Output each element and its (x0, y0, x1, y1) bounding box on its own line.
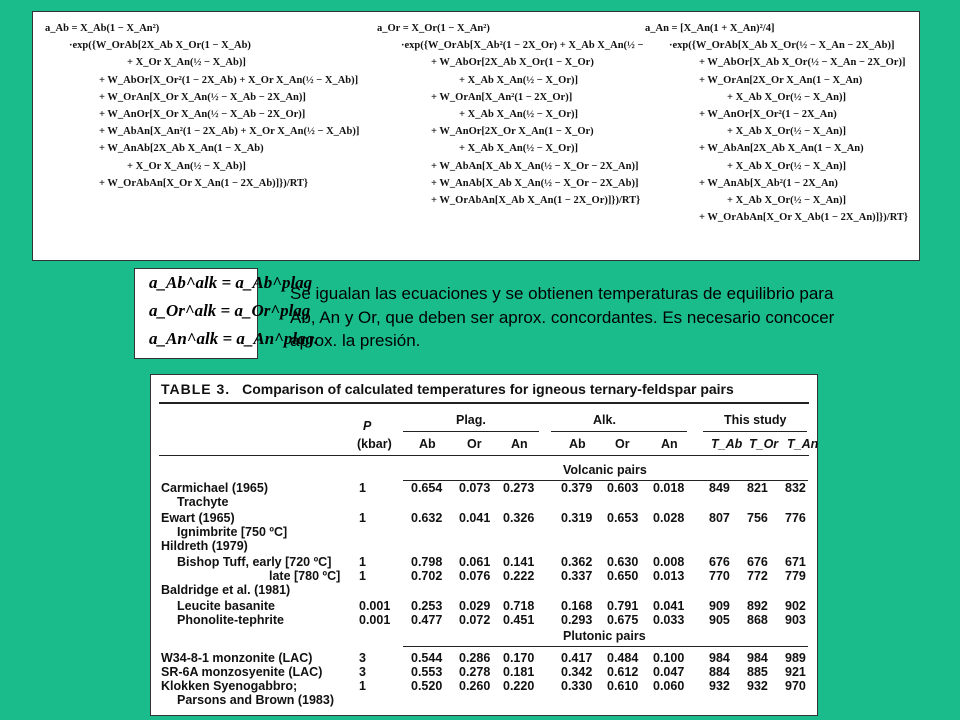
equation-line: + W_OrAn[X_An²(1 − 2X_Or)] (431, 91, 573, 103)
column-header: Or (615, 437, 630, 451)
an-activity-equation (645, 20, 908, 226)
ab-activity-equation (45, 20, 359, 192)
composition-cell: 0.477 (411, 613, 443, 627)
equation-line: + W_AbAn[X_Ab X_An(½ − X_Or − 2X_An)] (431, 160, 639, 172)
alk-group-header: Alk. (593, 413, 616, 427)
composition-cell: 0.337 (561, 569, 593, 583)
row-label: Bishop Tuff, early [720 ºC] (177, 555, 332, 569)
composition-cell: 0.319 (561, 511, 593, 525)
temperature-cell: 892 (747, 599, 768, 613)
pressure-cell: 0.001 (359, 613, 391, 627)
equation-line: + X_Ab X_An(½ − X_Or)] (459, 109, 579, 121)
composition-cell: 0.260 (459, 679, 491, 693)
composition-cell: 0.222 (503, 569, 535, 583)
equation-line: + X_Or X_An(½ − X_Ab)] (127, 160, 246, 172)
composition-cell: 0.170 (503, 651, 535, 665)
table-top-rule (159, 402, 809, 404)
equation-line: + W_OrAbAn[X_Ab X_An(1 − 2X_Or)]})/RT} (431, 195, 641, 207)
plutonic-section-rule (403, 646, 808, 647)
composition-cell: 0.654 (411, 481, 443, 495)
temperature-cell: 772 (747, 569, 768, 583)
composition-cell: 0.451 (503, 613, 535, 627)
temperature-comparison-table (150, 374, 818, 716)
study-group-header: This study (724, 413, 787, 427)
row-label: Baldridge et al. (1981) (161, 583, 291, 597)
composition-cell: 0.072 (459, 613, 491, 627)
composition-cell: 0.028 (653, 511, 685, 525)
equation-line: + W_AnAb[X_Ab²(1 − 2X_An) (699, 177, 838, 189)
composition-cell: 0.610 (607, 679, 639, 693)
temperature-column-header: T_An (787, 437, 819, 451)
composition-cell: 0.286 (459, 651, 491, 665)
composition-cell: 0.018 (653, 481, 685, 495)
temperature-cell: 932 (709, 679, 730, 693)
equation-line: a_Or = X_Or(1 − X_An²) (377, 23, 490, 34)
equilibrium-equality-panel (134, 268, 319, 359)
equation-line: + W_AbAn[2X_Ab X_An(1 − X_An) (699, 143, 864, 155)
equation-line: + W_AnOr[X_Or²(1 − 2X_An) (699, 109, 837, 121)
temperature-cell: 770 (709, 569, 730, 583)
equality-ab: a_Ab^alk = a_Ab^plag (149, 273, 313, 292)
row-label: Ewart (1965) (161, 511, 235, 525)
equation-line: + W_AnAb[2X_Ab X_An(1 − X_Ab) (99, 143, 264, 155)
equation-line: + W_AbOr[X_Ab X_Or(½ − X_An − 2X_Or)] (699, 57, 906, 69)
composition-cell: 0.061 (459, 555, 491, 569)
temperature-cell: 849 (709, 481, 730, 495)
composition-cell: 0.632 (411, 511, 443, 525)
table-title (161, 381, 734, 397)
pressure-header: P (363, 419, 372, 433)
equation-line: ·exp({W_OrAb[X_Ab²(1 − 2X_Or) + X_Ab X_An(½ − (401, 40, 644, 52)
composition-cell: 0.417 (561, 651, 593, 665)
pressure-cell: 1 (359, 555, 366, 569)
pressure-cell: 1 (359, 569, 366, 583)
composition-cell: 0.220 (503, 679, 535, 693)
plag-group-rule (403, 431, 539, 432)
temperature-cell: 909 (709, 599, 730, 613)
or-activity-equation (377, 20, 644, 209)
composition-cell: 0.330 (561, 679, 593, 693)
composition-cell: 0.603 (607, 481, 639, 495)
pressure-cell: 0.001 (359, 599, 391, 613)
temperature-cell: 671 (785, 555, 806, 569)
composition-cell: 0.630 (607, 555, 639, 569)
composition-cell: 0.008 (653, 555, 685, 569)
row-label: Trachyte (177, 495, 229, 509)
composition-cell: 0.041 (653, 599, 685, 613)
equation-line: + W_AbOr[2X_Ab X_Or(1 − X_Or) (431, 57, 594, 69)
composition-cell: 0.798 (411, 555, 443, 569)
equation-line: + W_AnAb[X_Ab X_An(½ − X_Or − 2X_Ab)] (431, 177, 639, 189)
explanation-caption: Se igualan las ecuaciones y se obtienen temperaturas de equilibrio para Ab, An y Or, que deben ser aprox. concordantes. Es necesario concocer aprox. la presión. (290, 284, 835, 350)
composition-cell: 0.612 (607, 665, 639, 679)
composition-cell: 0.379 (561, 481, 593, 495)
row-label: Ignimbrite [750 ºC] (177, 525, 288, 539)
temperature-column-header: T_Or (749, 437, 779, 451)
equation-line: + W_OrAn[X_Or X_An(½ − X_Ab − 2X_An)] (99, 91, 306, 103)
composition-cell: 0.073 (459, 481, 491, 495)
row-label: Hildreth (1979) (161, 539, 248, 553)
equation-line: + W_AnOr[X_Or X_An(½ − X_Ab − 2X_Or)] (99, 109, 306, 121)
equation-line: + X_Ab X_Or(½ − X_An)] (727, 195, 847, 207)
row-label: Leucite basanite (177, 599, 275, 613)
composition-cell: 0.273 (503, 481, 535, 495)
temperature-cell: 905 (709, 613, 730, 627)
column-header: Ab (569, 437, 586, 451)
composition-cell: 0.013 (653, 569, 685, 583)
composition-cell: 0.653 (607, 511, 639, 525)
temperature-cell: 989 (785, 651, 806, 665)
composition-cell: 0.047 (653, 665, 685, 679)
composition-cell: 0.718 (503, 599, 535, 613)
equation-line: + X_Ab X_An(½ − X_Or)] (459, 74, 579, 86)
composition-cell: 0.181 (503, 665, 535, 679)
equation-line: + W_AbOr[X_Or²(1 − 2X_Ab) + X_Or X_An(½ − X_Ab)] (99, 74, 359, 86)
composition-cell: 0.029 (459, 599, 491, 613)
row-label: W34-8-1 monzonite (LAC) (161, 651, 313, 665)
equation-line: + W_AbAn[X_An²(1 − 2X_Ab) + X_Or X_An(½ − X_Ab)] (99, 126, 360, 138)
equation-line: + X_Ab X_An(½ − X_Or)] (459, 143, 579, 155)
column-header: An (661, 437, 678, 451)
activity-equations-panel (32, 11, 920, 261)
row-label: Parsons and Brown (1983) (177, 693, 334, 707)
pressure-cell: 1 (359, 481, 366, 495)
pressure-cell: 3 (359, 665, 366, 679)
equation-line: + W_OrAn[2X_Or X_An(1 − X_An) (699, 74, 863, 86)
equation-line: + X_Or X_An(½ − X_Ab)] (127, 57, 246, 69)
composition-cell: 0.060 (653, 679, 685, 693)
composition-cell: 0.326 (503, 511, 535, 525)
equation-line: ·exp({W_OrAb[2X_Ab X_Or(1 − X_Ab) (69, 40, 251, 52)
temperature-cell: 832 (785, 481, 806, 495)
temperature-cell: 932 (747, 679, 768, 693)
equation-line: ·exp({W_OrAb[X_Ab X_Or(½ − X_An − 2X_Ab)] (669, 40, 895, 52)
equation-line: + W_AnOr[2X_Or X_An(1 − X_Or) (431, 126, 594, 138)
table-title-text: Comparison of calculated temperatures for igneous ternary-feldspar pairs (242, 381, 734, 397)
equation-line: + X_Ab X_Or(½ − X_An)] (727, 160, 847, 172)
composition-cell: 0.100 (653, 651, 685, 665)
temperature-cell: 779 (785, 569, 806, 583)
row-label: late [780 ºC] (269, 569, 341, 583)
column-header: Or (467, 437, 482, 451)
composition-cell: 0.675 (607, 613, 639, 627)
composition-cell: 0.293 (561, 613, 593, 627)
equation-line: a_An = [X_An(1 + X_An)²/4] (645, 23, 775, 34)
equation-line: a_Ab = X_Ab(1 − X_An²) (45, 23, 160, 34)
temperature-cell: 776 (785, 511, 806, 525)
plag-group-header: Plag. (456, 413, 486, 427)
temperature-cell: 756 (747, 511, 768, 525)
composition-cell: 0.362 (561, 555, 593, 569)
composition-cell: 0.168 (561, 599, 593, 613)
volcanic-section-label: Volcanic pairs (563, 463, 647, 477)
temperature-cell: 921 (785, 665, 806, 679)
temperature-column-header: T_Ab (711, 437, 743, 451)
composition-cell: 0.041 (459, 511, 491, 525)
header-rule (159, 455, 809, 456)
pressure-unit: (kbar) (357, 437, 392, 451)
alk-group-rule (551, 431, 687, 432)
equality-or: a_Or^alk = a_Or^plag (149, 301, 311, 320)
temperature-cell: 902 (785, 599, 806, 613)
pressure-cell: 3 (359, 651, 366, 665)
temperature-cell: 903 (785, 613, 806, 627)
composition-cell: 0.544 (411, 651, 443, 665)
composition-cell: 0.650 (607, 569, 639, 583)
equation-line: + W_OrAbAn[X_Or X_Ab(1 − 2X_An)]})/RT} (699, 212, 909, 224)
study-group-rule (703, 431, 807, 432)
column-header: An (511, 437, 528, 451)
plutonic-section-label: Plutonic pairs (563, 629, 646, 643)
composition-cell: 0.278 (459, 665, 491, 679)
temperature-cell: 868 (747, 613, 768, 627)
composition-cell: 0.141 (503, 555, 535, 569)
temperature-cell: 885 (747, 665, 768, 679)
composition-cell: 0.253 (411, 599, 443, 613)
composition-cell: 0.033 (653, 613, 685, 627)
equality-an: a_An^alk = a_An^plag. (149, 329, 319, 348)
composition-cell: 0.484 (607, 651, 639, 665)
row-label: Klokken Syenogabbro; (161, 679, 298, 693)
composition-cell: 0.520 (411, 679, 443, 693)
pressure-cell: 1 (359, 679, 366, 693)
pressure-cell: 1 (359, 511, 366, 525)
equation-line: + X_Ab X_Or(½ − X_An)] (727, 91, 847, 103)
equation-line: + X_Ab X_Or(½ − X_An)] (727, 126, 847, 138)
row-label: Phonolite-tephrite (177, 613, 284, 627)
row-label: SR-6A monzosyenite (LAC) (161, 665, 323, 679)
temperature-cell: 807 (709, 511, 730, 525)
row-label: Carmichael (1965) (161, 481, 269, 495)
composition-cell: 0.553 (411, 665, 443, 679)
temperature-cell: 676 (709, 555, 730, 569)
composition-cell: 0.791 (607, 599, 639, 613)
column-header: Ab (419, 437, 436, 451)
composition-cell: 0.702 (411, 569, 443, 583)
equation-line: + W_OrAbAn[X_Or X_An(1 − 2X_Ab)]})/RT} (99, 177, 309, 189)
composition-cell: 0.342 (561, 665, 593, 679)
temperature-cell: 884 (709, 665, 730, 679)
temperature-cell: 984 (747, 651, 768, 665)
table-number: TABLE 3. (161, 381, 231, 397)
composition-cell: 0.076 (459, 569, 491, 583)
temperature-cell: 821 (747, 481, 768, 495)
temperature-cell: 984 (709, 651, 730, 665)
temperature-cell: 970 (785, 679, 806, 693)
temperature-cell: 676 (747, 555, 768, 569)
